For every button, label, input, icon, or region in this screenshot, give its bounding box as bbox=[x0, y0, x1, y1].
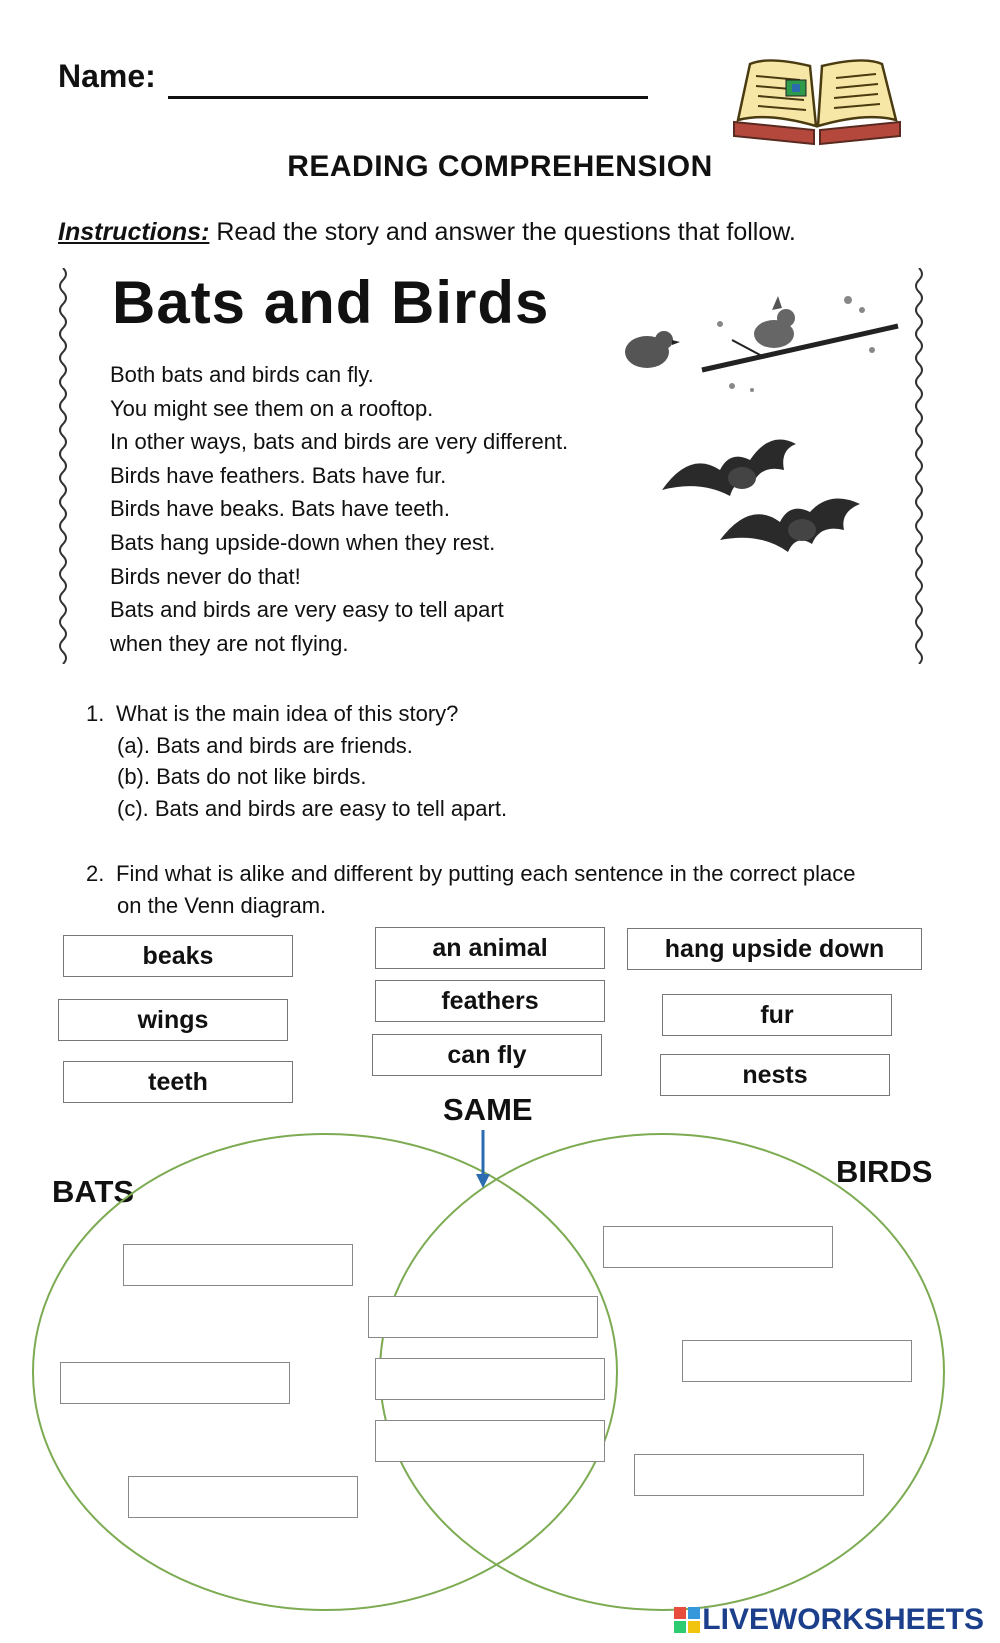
answer-option-c[interactable]: (c). Bats and birds are easy to tell apart. bbox=[117, 795, 508, 821]
drop-zone-bats-3[interactable] bbox=[128, 1476, 358, 1518]
bats-illustration bbox=[660, 430, 890, 580]
question-number: 2. bbox=[86, 861, 105, 886]
drop-zone-same-1[interactable] bbox=[368, 1296, 598, 1338]
page-title: READING COMPREHENSION bbox=[287, 150, 713, 183]
bats-label: BATS bbox=[52, 1174, 135, 1209]
birds-on-branch-illustration bbox=[612, 290, 902, 410]
story-line: Bats hang upside-down when they rest. bbox=[110, 529, 496, 555]
story-line: Bats and birds are very easy to tell apart bbox=[110, 597, 504, 623]
story-border-left bbox=[58, 268, 68, 664]
word-card-teeth[interactable]: teeth bbox=[63, 1061, 293, 1103]
drop-zone-bats-1[interactable] bbox=[123, 1244, 353, 1286]
story-border-right bbox=[914, 268, 924, 664]
instructions-label: Instructions: bbox=[58, 218, 210, 246]
story-title: Bats and Birds bbox=[112, 269, 550, 336]
word-card-an-animal[interactable]: an animal bbox=[375, 927, 605, 969]
drop-zone-bats-2[interactable] bbox=[60, 1362, 290, 1404]
instructions bbox=[58, 218, 796, 247]
question-text: Find what is alike and different by putting each sentence in the correct place bbox=[116, 861, 856, 886]
drop-zone-same-2[interactable] bbox=[375, 1358, 605, 1400]
word-card-beaks[interactable]: beaks bbox=[63, 935, 293, 977]
answer-option-b[interactable]: (b). Bats do not like birds. bbox=[117, 764, 367, 789]
instructions-text: Read the story and answer the questions that follow. bbox=[209, 218, 796, 246]
word-card-fur[interactable]: fur bbox=[662, 994, 892, 1036]
question-number: 1. bbox=[86, 701, 105, 726]
story-line: In other ways, bats and birds are very different. bbox=[110, 429, 569, 455]
story-line: You might see them on a rooftop. bbox=[110, 395, 434, 421]
story-line: Birds never do that! bbox=[110, 563, 301, 589]
word-card-wings[interactable]: wings bbox=[58, 999, 288, 1041]
liveworksheets-brand: LIVEWORKSHEETS bbox=[702, 1603, 984, 1636]
drop-zone-birds-1[interactable] bbox=[603, 1226, 833, 1268]
drop-zone-same-3[interactable] bbox=[375, 1420, 605, 1462]
story-line: Birds have beaks. Bats have teeth. bbox=[110, 496, 450, 522]
question-text-continued: on the Venn diagram. bbox=[117, 892, 327, 918]
word-card-nests[interactable]: nests bbox=[660, 1054, 890, 1096]
question-1 bbox=[86, 698, 507, 824]
word-card-hang-upside-down[interactable]: hang upside down bbox=[627, 928, 922, 970]
liveworksheets-logo-icon bbox=[674, 1607, 700, 1633]
birds-label: BIRDS bbox=[836, 1154, 933, 1189]
story-line: Birds have feathers. Bats have fur. bbox=[110, 462, 447, 488]
open-book-icon bbox=[728, 52, 906, 148]
story-text bbox=[110, 358, 568, 660]
answer-option-a[interactable]: (a). Bats and birds are friends. bbox=[117, 732, 413, 758]
question-2 bbox=[86, 858, 946, 921]
name-label: Name: bbox=[58, 58, 156, 94]
story-line: Both bats and birds can fly. bbox=[110, 362, 374, 387]
drop-zone-birds-3[interactable] bbox=[634, 1454, 864, 1496]
same-label: SAME bbox=[443, 1092, 533, 1127]
story-line: when they are not flying. bbox=[110, 630, 349, 656]
drop-zone-birds-2[interactable] bbox=[682, 1340, 912, 1382]
name-input-line[interactable] bbox=[168, 96, 648, 99]
question-text: What is the main idea of this story? bbox=[116, 701, 459, 726]
word-card-feathers[interactable]: feathers bbox=[375, 980, 605, 1022]
word-card-can-fly[interactable]: can fly bbox=[372, 1034, 602, 1076]
liveworksheets-logo bbox=[674, 1603, 984, 1637]
